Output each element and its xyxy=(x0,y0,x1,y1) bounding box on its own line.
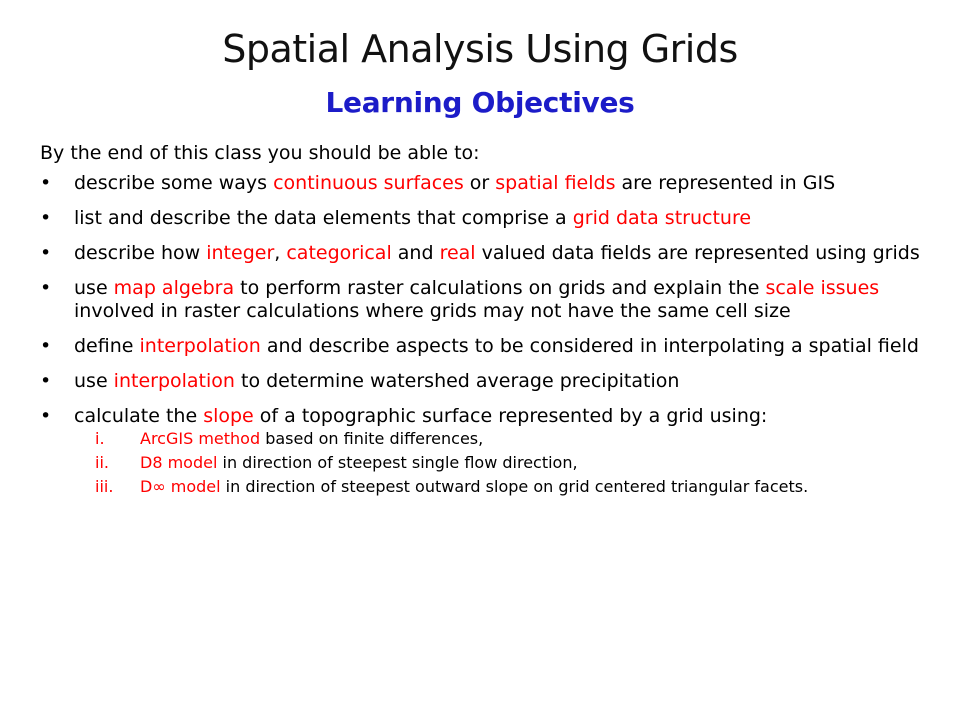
highlighted-term: interpolation xyxy=(139,334,261,357)
objective-text xyxy=(74,277,879,322)
objective-text xyxy=(74,405,767,427)
highlighted-term: spatial fields xyxy=(495,172,616,194)
bullet-icon: • xyxy=(40,404,52,427)
text-run: are represented in GIS xyxy=(615,172,836,194)
text-run: in direction of steepest single flow direction, xyxy=(217,453,578,472)
objective-text xyxy=(74,370,679,392)
text-run: of a topographic surface represented by a grid using: xyxy=(253,404,768,427)
slide-title: Spatial Analysis Using Grids xyxy=(222,27,738,71)
objective-item xyxy=(40,207,935,230)
highlighted-term: grid data structure xyxy=(572,207,752,229)
text-run: and describe aspects to be considered in interpolating a spatial field xyxy=(260,334,919,357)
text-run: use xyxy=(74,369,114,392)
text-run: to determine watershed average precipitation xyxy=(234,369,680,392)
roman-numeral: iii. xyxy=(95,477,114,496)
text-run: , xyxy=(274,242,287,264)
text-run: based on finite differences, xyxy=(260,429,484,448)
objective-text xyxy=(74,242,920,264)
highlighted-term: integer xyxy=(206,242,275,264)
bullet-icon: • xyxy=(40,277,52,299)
objectives-list xyxy=(40,172,935,510)
bullet-icon: • xyxy=(40,172,52,194)
intro-text: By the end of this class you should be able to: xyxy=(40,142,480,164)
objective-text xyxy=(74,207,751,229)
text-run: define xyxy=(74,334,140,357)
roman-numeral: i. xyxy=(95,429,105,448)
objective-item xyxy=(40,172,935,195)
objective-item xyxy=(40,335,935,358)
highlighted-term: interpolation xyxy=(113,369,235,392)
text-run: or xyxy=(463,172,496,194)
slope-methods-list xyxy=(74,429,935,497)
highlighted-term: scale issues xyxy=(765,277,880,299)
bullet-icon: • xyxy=(40,242,52,264)
bullet-icon: • xyxy=(40,207,52,229)
highlighted-term: D8 model xyxy=(140,453,218,472)
highlighted-term: ArcGIS method xyxy=(140,429,261,448)
objective-item xyxy=(40,277,935,322)
bullet-icon: • xyxy=(40,334,52,357)
objective-text xyxy=(74,172,835,194)
slope-method-item xyxy=(74,477,935,497)
slope-method-item xyxy=(74,429,935,449)
text-run: describe some ways xyxy=(74,172,274,194)
text-run: to perform raster calculations on grids and explain the xyxy=(234,277,766,299)
highlighted-term: D∞ model xyxy=(140,477,221,496)
slope-method-item xyxy=(74,453,935,473)
text-run: describe how xyxy=(74,242,207,264)
highlighted-term: real xyxy=(439,242,476,264)
highlighted-term: map algebra xyxy=(113,277,235,299)
bullet-icon: • xyxy=(40,369,52,392)
objective-item xyxy=(40,405,935,498)
text-run: involved in raster calculations where grids may not have the same cell size xyxy=(74,299,791,322)
objective-item xyxy=(40,242,935,265)
highlighted-term: continuous surfaces xyxy=(273,172,464,194)
slide-subtitle: Learning Objectives xyxy=(325,86,635,119)
text-run: valued data fields are represented using grids xyxy=(475,242,920,264)
highlighted-term: slope xyxy=(203,404,254,427)
text-run: use xyxy=(74,277,114,299)
objective-item xyxy=(40,370,935,393)
highlighted-term: categorical xyxy=(286,242,392,264)
text-run: list and describe the data elements that comprise a xyxy=(74,207,573,229)
text-run: and xyxy=(391,242,440,264)
text-run: calculate the xyxy=(74,404,204,427)
roman-numeral: ii. xyxy=(95,453,109,472)
text-run: in direction of steepest outward slope on grid centered triangular facets. xyxy=(220,477,809,496)
slope-method-text xyxy=(140,453,578,472)
slope-method-text xyxy=(140,429,483,448)
slope-method-text xyxy=(140,477,808,496)
objective-text xyxy=(74,335,919,357)
